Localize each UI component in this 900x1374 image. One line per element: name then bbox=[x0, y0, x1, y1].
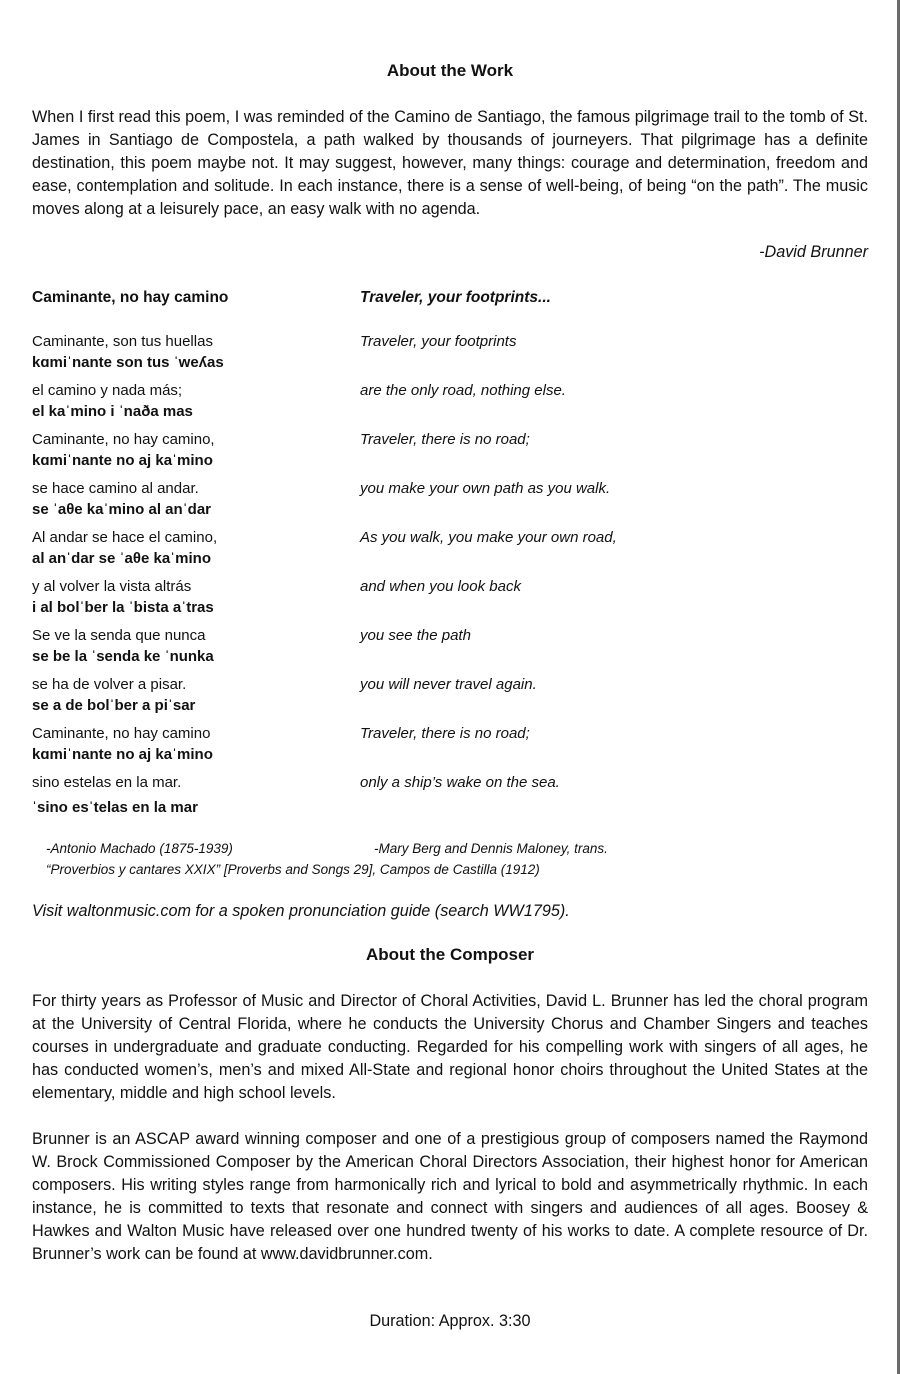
poem-line-ipa: se ˈaθe kaˈmino al anˈdar bbox=[32, 501, 212, 518]
poem-line-ipa: se a de bolˈber a piˈsar bbox=[32, 697, 196, 714]
poem-line-spanish: Caminante, no hay camino, bbox=[32, 431, 215, 448]
poem-line-english: you see the path bbox=[360, 627, 471, 644]
poem-line-english: Traveler, your footprints bbox=[360, 333, 517, 350]
poem-line-english: Traveler, there is no road; bbox=[360, 431, 530, 448]
poem-title-spanish: Caminante, no hay camino bbox=[32, 289, 229, 306]
poem-line-spanish: y al volver la vista altrás bbox=[32, 578, 192, 595]
poem-credits bbox=[46, 838, 608, 880]
poem-line bbox=[32, 725, 868, 771]
poem-line bbox=[32, 529, 868, 575]
about-work-paragraph: When I first read this poem, I was reminded of the Camino de Santiago, the famous pilgrimage trail to the tomb of St. James in Santiago de Compostela, a path walked by thousands of journeyers. That pilgrimage has a definite destination, this poem maybe not. It may suggest, however, many things: courage and determination, freedom and ease, contemplation and solitude. In each instance, there is a sense of well-being, of being “on the path”. The music moves along at a leisurely pace, an easy walk with no agenda. bbox=[32, 108, 868, 218]
about-composer-heading: About the Composer bbox=[365, 945, 535, 964]
poem-line-english: and when you look back bbox=[360, 578, 521, 595]
composer-paragraph-1: For thirty years as Professor of Music and Director of Choral Activities, David L. Brunner has led the choral program at the University of Central Florida, where he conducts the University Chorus and Chamber Singers and teaches courses in undergraduate and graduate conducting. Regarded for his compelling work with singers of all ages, he has conducted women’s, men’s and mixed All-State and regional honor choirs throughout the United States at the elementary, middle and high school levels. bbox=[32, 992, 868, 1102]
poem-line-english: As you walk, you make your own road, bbox=[360, 529, 617, 546]
poem-line bbox=[32, 627, 868, 673]
duration: Duration: Approx. 3:30 bbox=[369, 1312, 531, 1330]
poem-line-ipa: i al bolˈber la ˈbista aˈtras bbox=[32, 599, 214, 616]
poem-line-english: you make your own path as you walk. bbox=[360, 480, 611, 497]
poem-line bbox=[32, 578, 868, 624]
poem-line-ipa: kɑmiˈnante no aj kaˈmino bbox=[32, 746, 213, 763]
poem-line-spanish: Caminante, no hay camino bbox=[32, 725, 211, 742]
poem-line-english: are the only road, nothing else. bbox=[360, 382, 566, 399]
poem-line-spanish: sino estelas en la mar. bbox=[32, 774, 182, 791]
poem-line-ipa: al anˈdar se ˈaθe kaˈmino bbox=[32, 550, 212, 567]
poem-line-english: you will never travel again. bbox=[360, 676, 537, 693]
poem-line-spanish: se hace camino al andar. bbox=[32, 480, 199, 497]
about-work-heading: About the Work bbox=[386, 61, 514, 80]
poem-author: -Antonio Machado (1875-1939) bbox=[46, 841, 233, 856]
poem-line bbox=[32, 676, 868, 722]
poem-translators: -Mary Berg and Dennis Maloney, trans. bbox=[374, 841, 608, 856]
poem-line-spanish: se ha de volver a pisar. bbox=[32, 676, 187, 693]
work-signature: -David Brunner bbox=[759, 243, 868, 261]
poem-line-ipa: se be la ˈsenda ke ˈnunka bbox=[32, 648, 214, 665]
composer-paragraph-2: Brunner is an ASCAP award winning composer and one of a prestigious group of composers named the Raymond W. Brock Commissioned Composer by the American Choral Directors Association, their highest honor for American composers. His writing styles range from harmonically rich and lyrical to bold and asymmetrically rhythmic. In each instance, he is committed to texts that resonate and connect with singers and audiences of all ages. Boosey & Hawkes and Walton Music have released over one hundred twenty of his works to date. A complete resource of Dr. Brunner’s work can be found at www.davidbrunner.com. bbox=[32, 1130, 868, 1263]
poem-line-ipa: ˈsino esˈtelas en la mar bbox=[32, 799, 198, 816]
poem-line-spanish: el camino y nada más; bbox=[32, 382, 183, 399]
poem-line-ipa: kɑmiˈnante no aj kaˈmino bbox=[32, 452, 213, 469]
poem-line-english: only a ship’s wake on the sea. bbox=[360, 774, 560, 791]
poem-line-spanish: Caminante, son tus huellas bbox=[32, 333, 213, 350]
poem-line bbox=[32, 774, 868, 820]
poem-line-spanish: Al andar se hace el camino, bbox=[32, 529, 218, 546]
poem-line bbox=[32, 333, 868, 379]
poem-title-english: Traveler, your footprints... bbox=[360, 289, 551, 306]
poem-line-ipa: kɑmiˈnante son tus ˈweʎas bbox=[32, 354, 224, 371]
poem-line-spanish: Se ve la senda que nunca bbox=[32, 627, 206, 644]
poem-line-english: Traveler, there is no road; bbox=[360, 725, 530, 742]
poem-line bbox=[32, 382, 868, 428]
pronunciation-note: Visit waltonmusic.com for a spoken pronunciation guide (search WW1795). bbox=[32, 902, 570, 920]
poem-line bbox=[32, 431, 868, 477]
poem-line-ipa: el kaˈmino i ˈnaða mas bbox=[32, 403, 193, 420]
poem-source: “Proverbios y cantares XXIX” [Proverbs and Songs 29], Campos de Castilla (1912) bbox=[46, 862, 540, 877]
poem-line bbox=[32, 480, 868, 526]
